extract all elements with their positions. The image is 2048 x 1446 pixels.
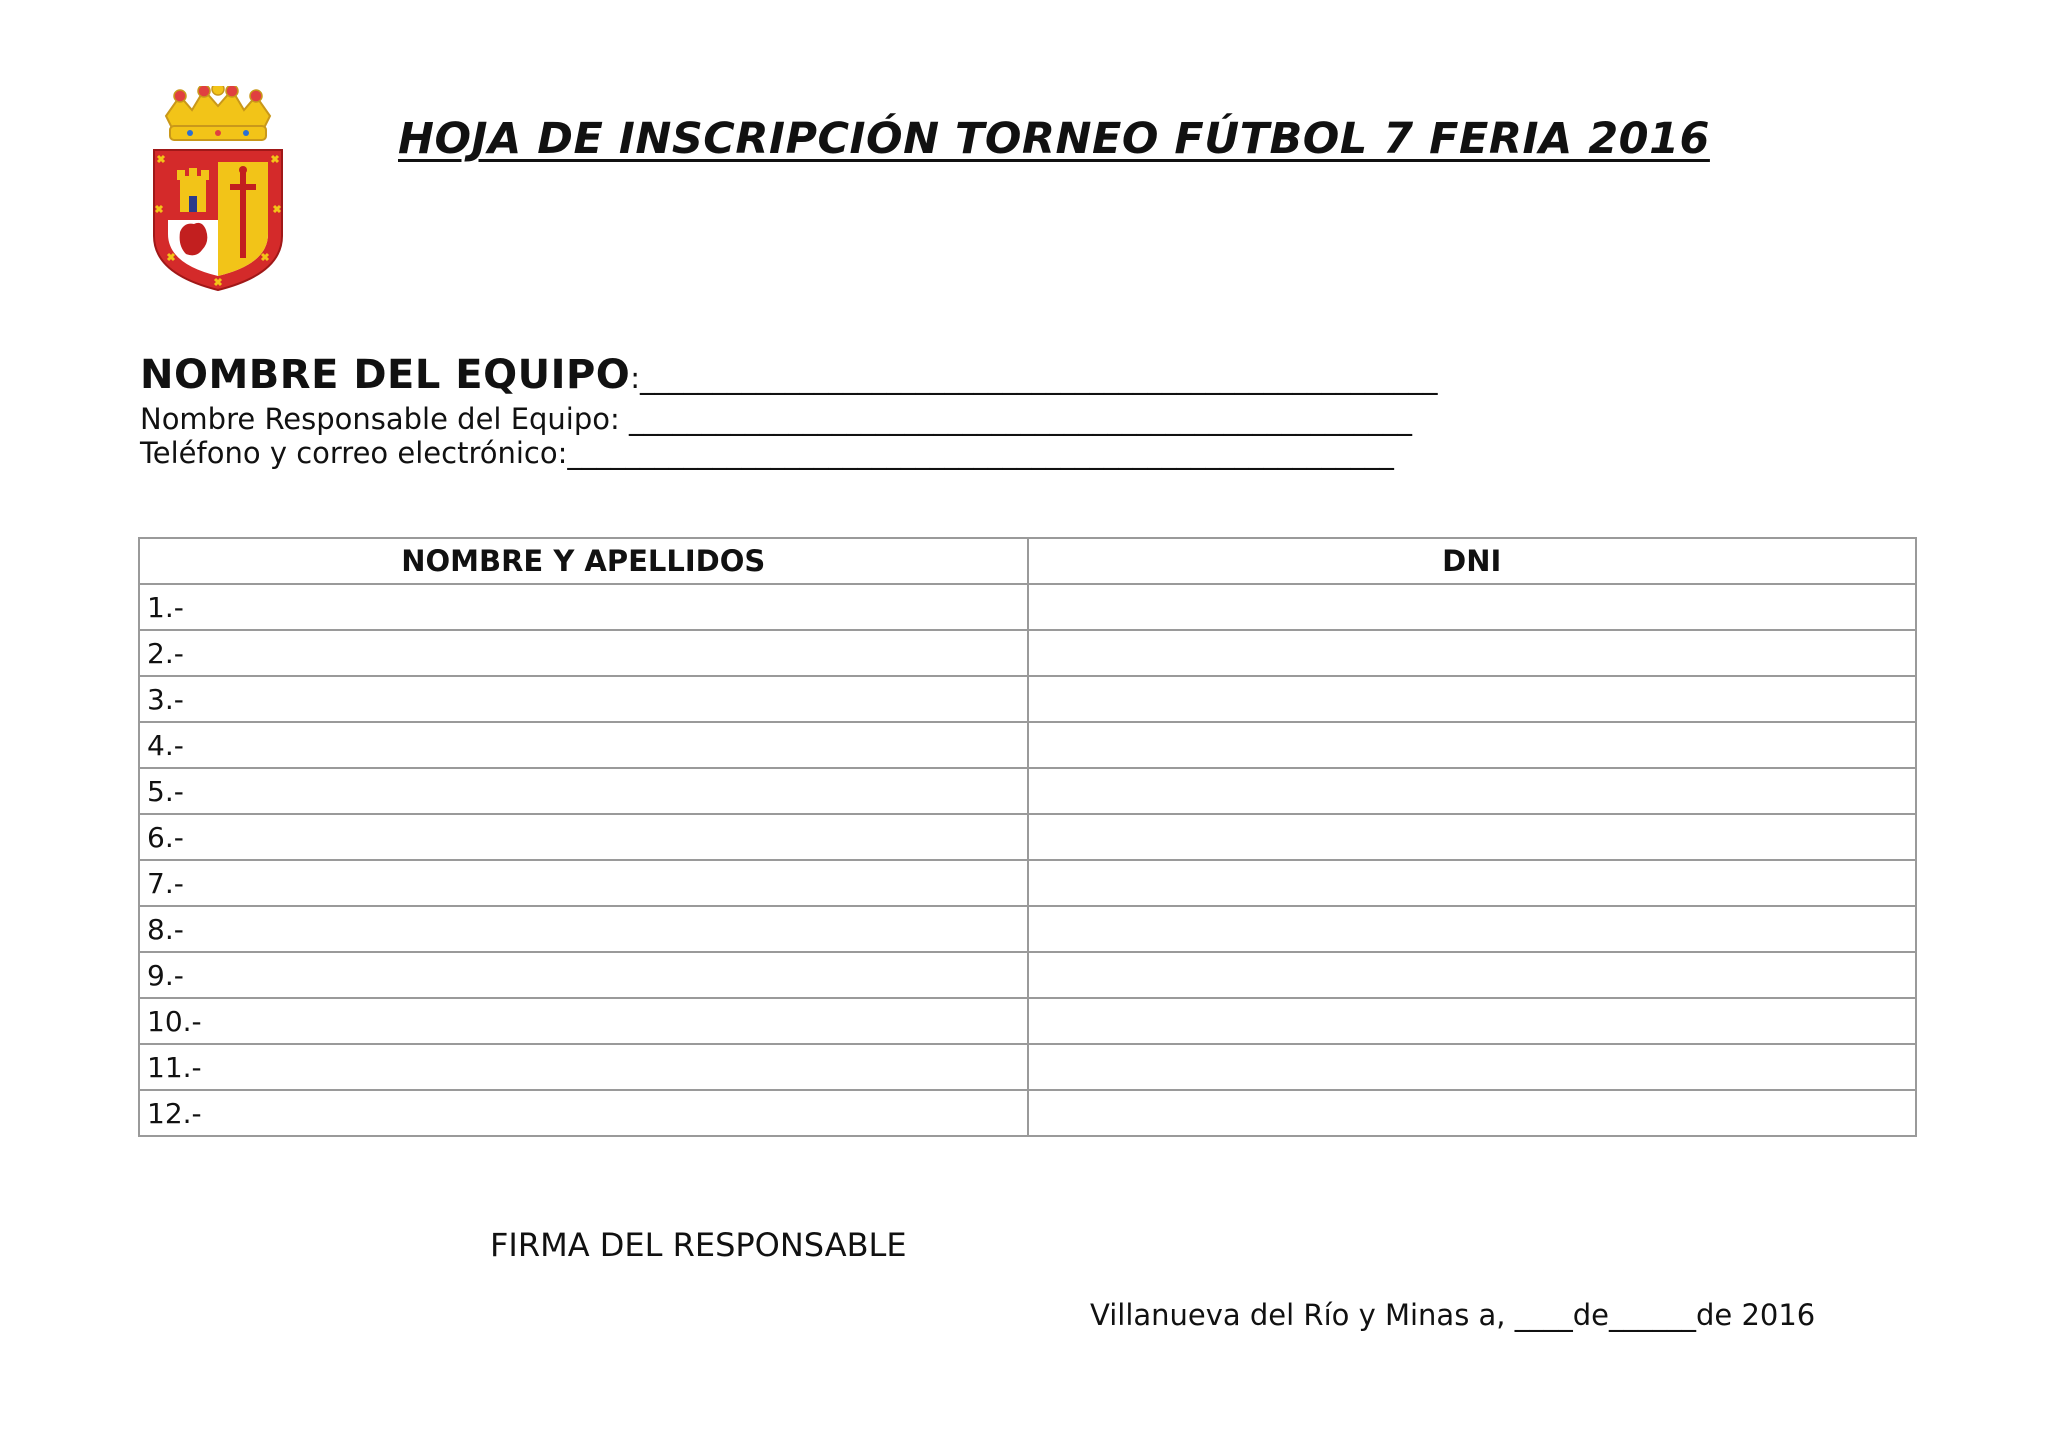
table-header-row: [139, 538, 1916, 584]
crown-icon: [166, 86, 270, 140]
responsible-label: Nombre Responsable del Equipo:: [140, 402, 630, 436]
team-name-blank[interactable]: :_______________________________________________________: [630, 361, 1438, 395]
contact-blank[interactable]: _________________________________________________________: [567, 436, 1394, 470]
player-name-cell[interactable]: 1.-: [139, 584, 1028, 630]
column-header-name: NOMBRE Y APELLIDOS: [139, 538, 1028, 584]
column-header-dni: DNI: [1028, 538, 1917, 584]
player-roster-table: [138, 537, 1917, 1137]
responsible-field[interactable]: [140, 402, 1412, 436]
table-row: [139, 952, 1916, 998]
responsible-blank[interactable]: ______________________________________________________: [629, 402, 1413, 436]
player-name-cell[interactable]: 8.-: [139, 906, 1028, 952]
contact-field[interactable]: [140, 436, 1394, 470]
player-name-cell[interactable]: 3.-: [139, 676, 1028, 722]
player-dni-cell[interactable]: [1028, 814, 1917, 860]
table-row: [139, 768, 1916, 814]
table-row: [139, 814, 1916, 860]
player-dni-cell[interactable]: [1028, 584, 1917, 630]
signature-label: FIRMA DEL RESPONSABLE: [490, 1226, 907, 1264]
player-name-cell[interactable]: 7.-: [139, 860, 1028, 906]
player-dni-cell[interactable]: [1028, 998, 1917, 1044]
player-dni-cell[interactable]: [1028, 860, 1917, 906]
player-name-cell[interactable]: 2.-: [139, 630, 1028, 676]
table-row: [139, 722, 1916, 768]
page-title: HOJA DE INSCRIPCIÓN TORNEO FÚTBOL 7 FERIA 2016: [398, 114, 1710, 164]
team-name-field[interactable]: [140, 352, 1438, 398]
player-name-cell[interactable]: 6.-: [139, 814, 1028, 860]
table-row: [139, 1090, 1916, 1136]
table-row: [139, 1044, 1916, 1090]
table-row: [139, 630, 1916, 676]
table-row: [139, 584, 1916, 630]
player-name-cell[interactable]: 11.-: [139, 1044, 1028, 1090]
player-name-cell[interactable]: 12.-: [139, 1090, 1028, 1136]
player-dni-cell[interactable]: [1028, 722, 1917, 768]
player-dni-cell[interactable]: [1028, 768, 1917, 814]
player-name-cell[interactable]: 9.-: [139, 952, 1028, 998]
player-dni-cell[interactable]: [1028, 1090, 1917, 1136]
player-dni-cell[interactable]: [1028, 676, 1917, 722]
contact-label: Teléfono y correo electrónico:: [140, 436, 568, 470]
player-name-cell[interactable]: 5.-: [139, 768, 1028, 814]
table-row: [139, 998, 1916, 1044]
coat-of-arms-icon: [150, 86, 286, 292]
player-name-cell[interactable]: 4.-: [139, 722, 1028, 768]
player-dni-cell[interactable]: [1028, 906, 1917, 952]
team-name-label: NOMBRE DEL EQUIPO: [140, 352, 631, 398]
place-date-line[interactable]: Villanueva del Río y Minas a, ____de______de 2016: [1090, 1298, 1816, 1332]
player-dni-cell[interactable]: [1028, 630, 1917, 676]
player-dni-cell[interactable]: [1028, 1044, 1917, 1090]
player-name-cell[interactable]: 10.-: [139, 998, 1028, 1044]
table-row: [139, 676, 1916, 722]
table-row: [139, 906, 1916, 952]
table-row: [139, 860, 1916, 906]
player-dni-cell[interactable]: [1028, 952, 1917, 998]
